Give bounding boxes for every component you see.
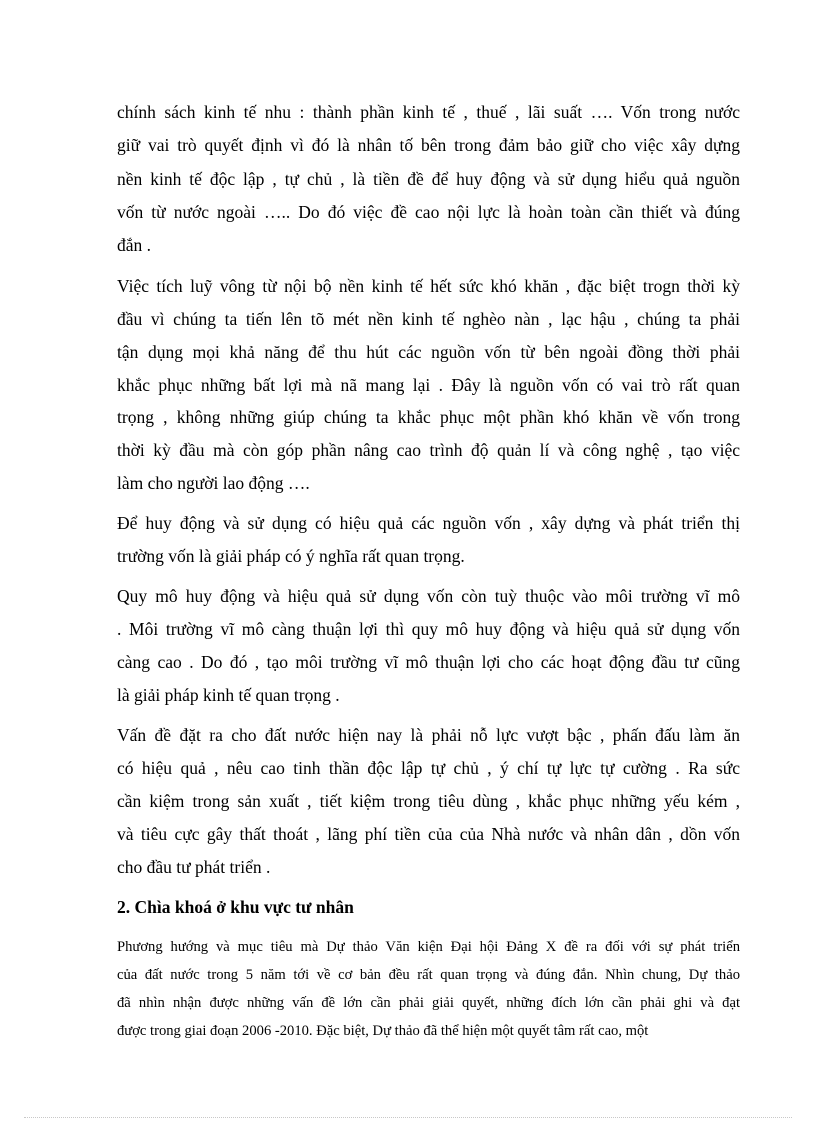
text-line: Quy mô huy động và hiệu quả sử dụng vốn còn tuỳ thuộc vào môi trường vĩ mô (117, 586, 740, 606)
text-line: Vấn đề đặt ra cho đất nước hiện nay là phải nỗ lực vượt bậc , phấn đấu làm ăn (117, 725, 740, 745)
text-line: Việc tích luỹ vông từ nội bộ nền kinh tế hết sức khó khăn , đặc biệt trogn thời kỳ (117, 276, 740, 296)
page-bottom-rule (24, 1117, 792, 1118)
text-line: đầu vì chúng ta tiến lên tõ mét nền kinh tế nghèo nàn , lạc hậu , chúng ta phải (117, 309, 740, 329)
text-line: được trong giai đoạn 2006 -2010. Đặc biệt, Dự thảo đã thể hiện một quyết tâm rất cao, một (117, 1023, 649, 1039)
text-line: tận dụng mọi khả năng để thu hút các nguồn vốn từ bên ngoài đồng thời phải (117, 342, 740, 362)
text-line: . Môi trường vĩ mô càng thuận lợi thì quy mô huy động và hiệu quả sử dụng vốn (117, 619, 740, 639)
text-line: của đất nước trong 5 năm tới về cơ bản đều rất quan trọng và đúng đắn. Nhìn chung, Dự thảo (117, 967, 740, 983)
text-line: thời kỳ đầu mà còn góp phần nâng cao trình độ quản lí và công nghệ , tạo việc (117, 440, 740, 460)
text-line: trường vốn là giải pháp có ý nghĩa rất quan trọng. (117, 546, 465, 566)
text-line: cho đầu tư phát triển . (117, 857, 271, 877)
text-line: đã nhìn nhận được những vấn đề lớn cần phải giải quyết, những đích lớn cần phải ghi và đạt (117, 995, 740, 1011)
text-line: nền kinh tế độc lập , tự chủ , là tiền đề để huy động và sử dụng hiểu quả nguồn (117, 169, 740, 189)
text-line: đắn . (117, 235, 152, 255)
text-line: giữ vai trò quyết định vì đó là nhân tố bên trong đảm bảo giữ cho việc xây dựng (117, 135, 740, 155)
text-line: khắc phục những bất lợi mà nã mang lại . Đây là nguồn vốn có vai trò rất quan (117, 375, 740, 395)
text-line: và tiêu cực gây thất thoát , lãng phí tiền của của Nhà nước và nhân dân , dồn vốn (117, 824, 740, 844)
text-line: có hiệu quả , nêu cao tinh thần độc lập tự chủ , ý chí tự lực tự cường . Ra sức (117, 758, 740, 778)
text-line: vốn từ nước ngoài ….. Do đó việc đề cao nội lực là hoàn toàn cần thiết và đúng (117, 202, 740, 222)
text-line: làm cho người lao động …. (117, 473, 310, 493)
text-line: cần kiệm trong sản xuất , tiết kiệm trong tiêu dùng , khắc phục những yếu kém , (117, 791, 740, 811)
text-line: là giải pháp kinh tế quan trọng . (117, 685, 340, 705)
text-line: càng cao . Do đó , tạo môi trường vĩ mô thuận lợi cho các hoạt động đầu tư cũng (117, 652, 740, 672)
text-line: Để huy động và sử dụng có hiệu quả các nguồn vốn , xây dựng và phát triển thị (117, 513, 740, 533)
text-line: trọng , không những giúp chúng ta khắc phục một phần khó khăn về vốn trong (117, 407, 740, 427)
text-line: Phương hướng và mục tiêu mà Dự thảo Văn kiện Đại hội Đảng X đề ra đối với sự phát triển (117, 939, 740, 955)
text-line: chính sách kinh tế nhu : thành phần kinh tế , thuế , lãi suất …. Vốn trong nước (117, 102, 740, 122)
section-heading: 2. Chìa khoá ở khu vực tư nhân (117, 897, 354, 917)
